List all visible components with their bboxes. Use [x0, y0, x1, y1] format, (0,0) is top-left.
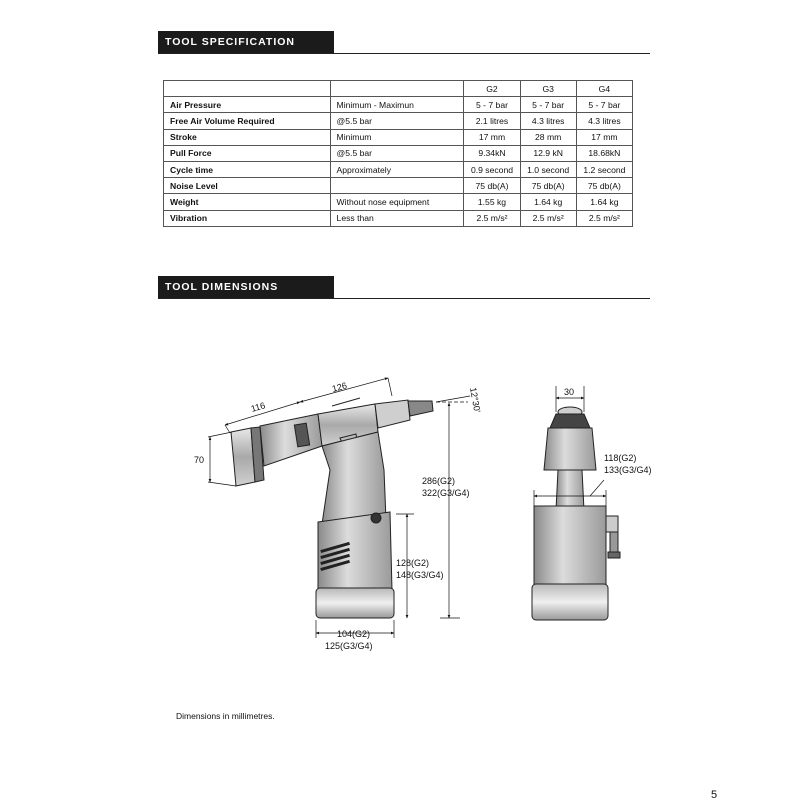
dim-128: 128(G2) — [396, 558, 430, 568]
page-number: 5 — [711, 789, 718, 801]
spec-value-g3: 2.5 m/s² — [520, 210, 576, 226]
spec-value-g3: 12.9 kN — [520, 145, 576, 161]
spec-value-g3: 1.0 second — [520, 161, 576, 177]
spec-condition: Without nose equipment — [330, 194, 464, 210]
spec-label: Pull Force — [164, 145, 331, 161]
spec-value-g2: 2.1 litres — [464, 113, 520, 129]
spec-value-g2: 2.5 m/s² — [464, 210, 520, 226]
spec-section-title: TOOL SPECIFICATION — [158, 31, 334, 53]
spec-value-g3: 75 db(A) — [520, 178, 576, 194]
spec-condition: Less than — [330, 210, 464, 226]
spec-value-g2: 5 - 7 bar — [464, 97, 520, 113]
spec-value-g3: 28 mm — [520, 129, 576, 145]
spec-condition: @5.5 bar — [330, 113, 464, 129]
spec-header-g4: G4 — [576, 81, 632, 97]
dim-116: 116 — [249, 400, 267, 414]
dim-286: 286(G2) — [422, 476, 456, 486]
spec-value-g4: 2.5 m/s² — [576, 210, 632, 226]
spec-value-g4: 18.68kN — [576, 145, 632, 161]
spec-condition: @5.5 bar — [330, 145, 464, 161]
spec-condition: Minimum - Maximun — [330, 97, 464, 113]
dim-70: 70 — [193, 455, 204, 465]
dimensions-note: Dimensions in millimetres. — [176, 711, 275, 721]
spec-condition: Approximately — [330, 161, 464, 177]
spec-value-g2: 17 mm — [464, 129, 520, 145]
spec-label: Vibration — [164, 210, 331, 226]
spec-value-g3: 1.64 kg — [520, 194, 576, 210]
spec-value-g4: 5 - 7 bar — [576, 97, 632, 113]
spec-header-g2: G2 — [464, 81, 520, 97]
spec-value-g4: 1.2 second — [576, 161, 632, 177]
spec-value-g2: 1.55 kg — [464, 194, 520, 210]
riveter-side-view — [231, 398, 433, 618]
dim-30: 30 — [564, 387, 575, 397]
dim-126: 126 — [330, 380, 349, 394]
dim-133: 133(G3/G4) — [604, 465, 652, 475]
spec-value-g2: 75 db(A) — [464, 178, 520, 194]
spec-value-g2: 0.9 second — [464, 161, 520, 177]
spec-label: Stroke — [164, 129, 331, 145]
spec-condition: Minimum — [330, 129, 464, 145]
dim-angle: 12°30' — [468, 386, 483, 414]
spec-label: Cycle time — [164, 161, 331, 177]
riveter-front-view — [532, 407, 620, 620]
spec-value-g4: 17 mm — [576, 129, 632, 145]
dim-148: 148(G3/G4) — [396, 570, 444, 580]
spec-value-g2: 9.34kN — [464, 145, 520, 161]
spec-header-g3: G3 — [520, 81, 576, 97]
spec-value-g3: 4.3 litres — [520, 113, 576, 129]
spec-label: Noise Level — [164, 178, 331, 194]
spec-label: Free Air Volume Required — [164, 113, 331, 129]
dim-125: 125(G3/G4) — [325, 641, 373, 651]
spec-value-g4: 1.64 kg — [576, 194, 632, 210]
spec-value-g4: 4.3 litres — [576, 113, 632, 129]
spec-label: Weight — [164, 194, 331, 210]
spec-label: Air Pressure — [164, 97, 331, 113]
dim-104: 104(G2) — [337, 629, 371, 639]
dim-322: 322(G3/G4) — [422, 488, 470, 498]
dim-118: 118(G2) — [604, 453, 637, 463]
spec-value-g4: 75 db(A) — [576, 178, 632, 194]
dimensions-section-title: TOOL DIMENSIONS — [158, 276, 334, 298]
spec-value-g3: 5 - 7 bar — [520, 97, 576, 113]
